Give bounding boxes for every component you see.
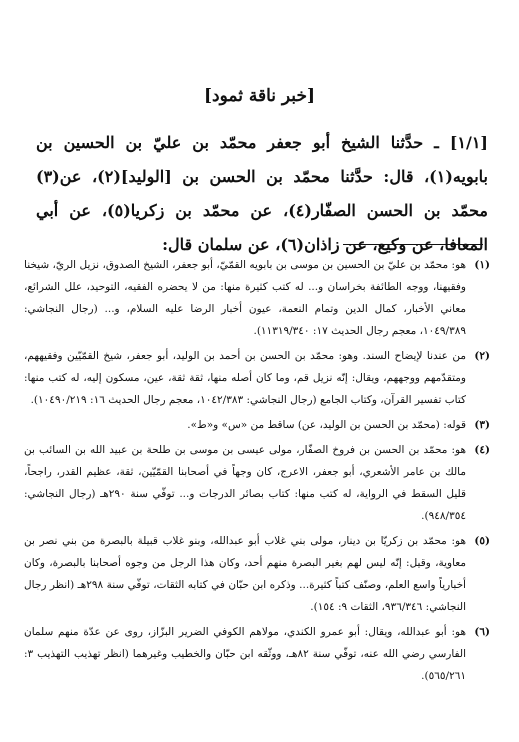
footnote-number: (٦) [474,626,490,638]
footnote-text: هو: محمّد بن زكريّا بن دينار، مولى بني غلاب أبو عبدالله، وبنو غلاب قبيلة بالبصرة من بني نصر بن معاوية، وقيل: إنّه ليس لهم بغير البصرة منهم أحد، وكان هذا الرجل من وجوه أصحابنا بالبصرة، وكان أخبارياً واسع العلم، وصنّف كتباً كثيرة... وذكره ابن حبّان في كتابه الثقات، توفّي سنة ٢٩٨هـ (انظر رجال النجاشي: ٩٣٦/٣٤٦، الثقات ٩: ١٥٤). [24,535,466,613]
footnote-number: (٢) [474,350,490,362]
footnote-number: (١) [474,259,490,271]
footnote [24,530,490,618]
main-text-block [36,126,488,262]
footnotes [24,254,490,690]
footnote-number: (٣) [474,419,490,431]
footnote [24,345,490,411]
footnote [24,439,490,527]
footnote-separator [343,244,483,245]
footnote-number: (٤) [474,444,490,456]
footnote-text: قوله: (محمّد بن الحسن بن الوليد، عن) ساقط من «س» و«ط». [187,419,466,431]
footnote [24,621,490,687]
hadith-text: [١/١] ـ حدَّثنا الشيخ أبو جعفر محمّد بن عليّ بن الحسين بن بابويه(١)، قال: حدَّثنا محمّد بن الحسن بن [الوليد](٢)، عن(٣) محمّد بن الحسن الصفّار(٤)، عن محمّد بن زكريا(٥)، عن أبي المعافا، عن وكيع، عن زاذان(٦)، عن سلمان قال: [36,133,488,254]
footnote-number: (٥) [474,535,490,547]
footnote [24,254,490,342]
footnote-text: من عندنا لإيضاح السند. وهو: محمّد بن الحسن بن أحمد بن الوليد، أبو جعفر، شيخ القمّيّين وفقيههم، ومتقدّمهم ووجههم، ويقال: إنّه نزيل قم، وما كان أصله منها، ثقة ثقة، عين، مسكون إليه، له كتب منها: كتاب تفسير القرآن، وكتاب الجامع (رجال النجاشي: ١٠٤٢/٣٨٣، معجم رجال الحديث ١٦: ١٠٤٩٠/٢١٩). [24,350,466,406]
footnote-text: هو: أبو عبدالله، ويقال: أبو عمرو الكندي، مولاهم الكوفي الضرير البزّاز، روى عن عدّة منهم سلمان الفارسي رضي الله عنه، توفّي سنة ٨٢هـ، ووثّقه ابن حبّان والخطيب وغيرهما (انظر تهذيب التهذيب ٣: ٥٦٥/٢٦١). [24,626,466,682]
footnote-text: هو: محمّد بن عليّ بن الحسين بن موسى بن بابويه القمّيّ، أبو جعفر، الشيخ الصدوق، نزيل الريّ، شيخنا وفقيهنا، ووجه الطائفة بخراسان و... له كتب كثيرة منها: من لا يحضره الفقيه، التوحيد، علل الشرائع، معاني الأخبار، كمال الدين وتمام النعمة، عيون أخبار الرضا عليه السلام، و... (رجال النجاشي: ١٠٤٩/٣٨٩، معجم رجال الحديث ١٧: ١١٣١٩/٣٤٠). [24,259,466,337]
footnote-text: هو: محمّد بن الحسن بن فروخ الصفّار، مولى عيسى بن موسى بن طلحة بن عبيد الله بن السائب بن مالك بن عامر الأشعري، أبو جعفر، الاعرج، كان وجهاً في أصحابنا القمّيّين، ثقة، عظيم القدر، راجحاً، قليل السقط في الرواية، له كتب منها: كتاب بصائر الدرجات و... توفّي سنة ٢٩٠هـ (رجال النجاشي: ٩٤٨/٣٥٤). [24,444,466,522]
chapter-title: [خبر ناقة ثمود] [203,86,315,106]
footnote [24,414,490,436]
